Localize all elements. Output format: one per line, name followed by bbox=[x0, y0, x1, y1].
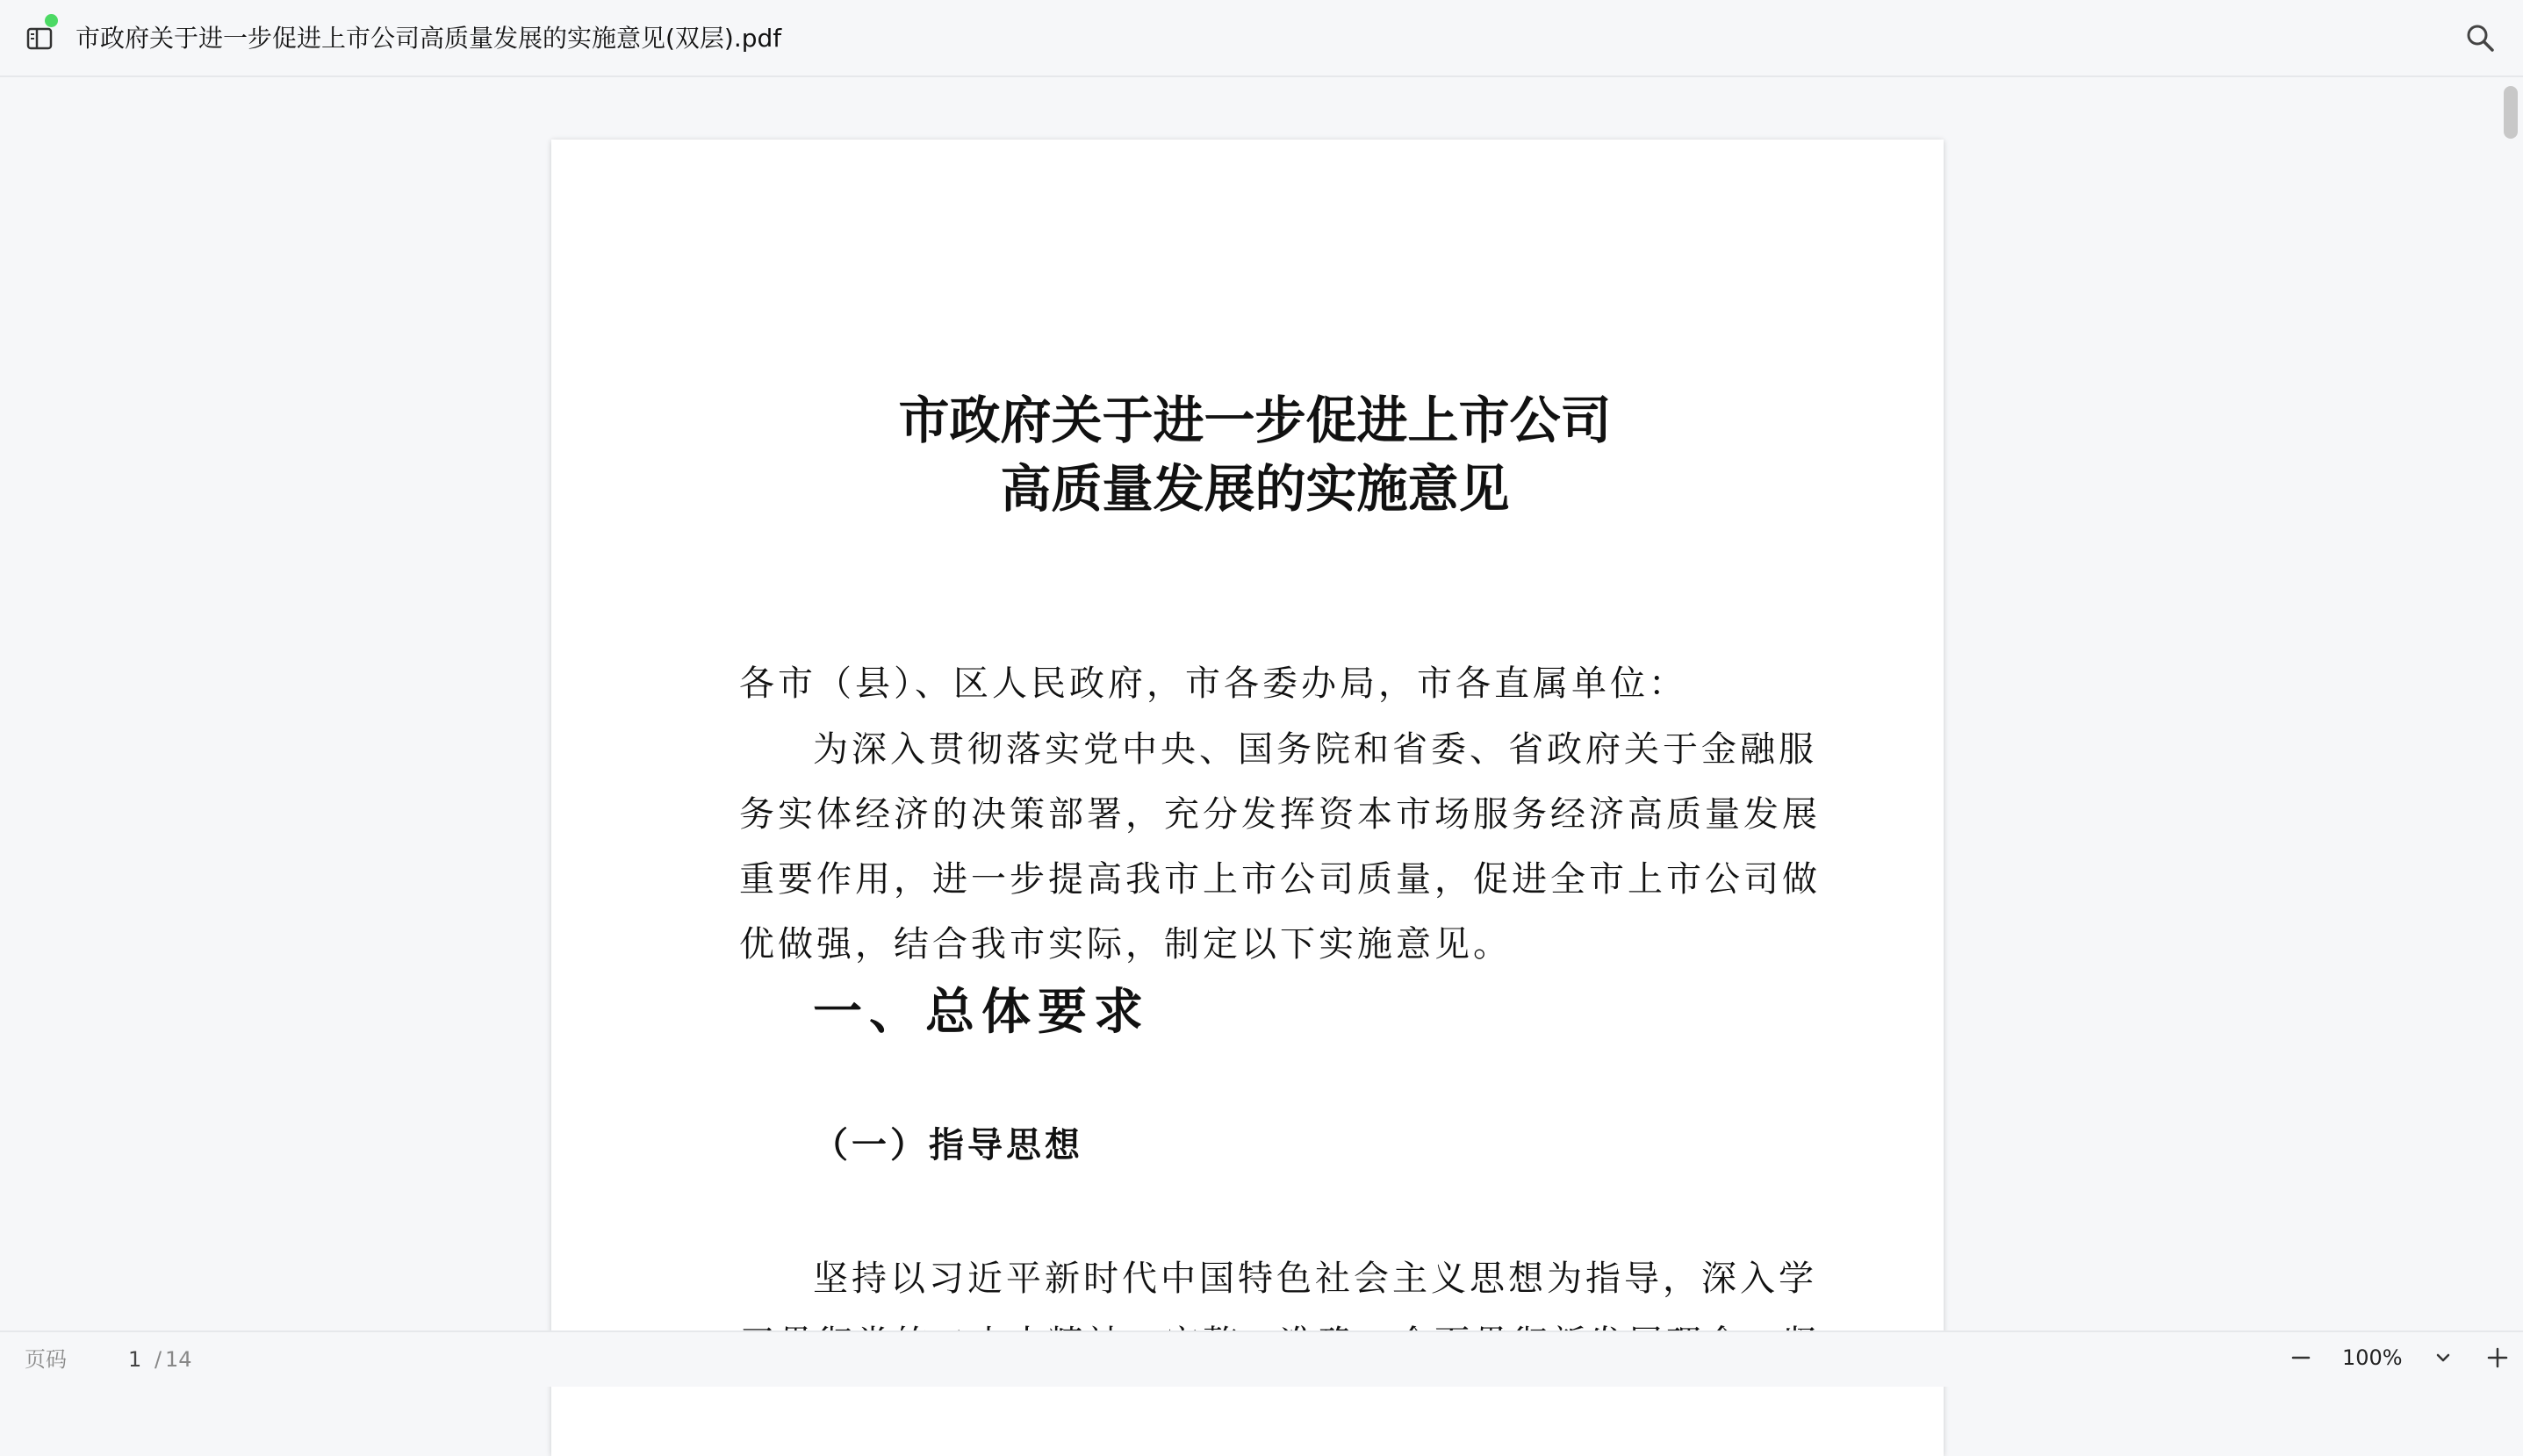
scrollbar-thumb[interactable] bbox=[2504, 86, 2518, 139]
sidebar-toggle-button[interactable] bbox=[25, 23, 56, 54]
document-title-line-1: 市政府关于进一步促进上市公司 bbox=[898, 391, 1612, 450]
top-toolbar bbox=[0, 0, 2523, 77]
intro-line: 优做强，结合我市实际，制定以下实施意见。 bbox=[739, 924, 1512, 965]
status-indicator-dot bbox=[45, 14, 58, 27]
bottom-status-bar bbox=[0, 1330, 2523, 1387]
intro-line: 重要作用，进一步提高我市上市公司质量，促进全市上市公司做 bbox=[739, 859, 1821, 900]
zoom-out-button[interactable] bbox=[2288, 1345, 2314, 1371]
total-pages: 14 bbox=[165, 1347, 192, 1372]
sidebar-toggle-icon bbox=[25, 23, 56, 54]
zoom-in-button[interactable] bbox=[2484, 1345, 2511, 1371]
pdf-page bbox=[551, 140, 1944, 1456]
minus-icon bbox=[2288, 1345, 2314, 1371]
document-file-title: 市政府关于进一步促进上市公司高质量发展的实施意见(双层).pdf bbox=[75, 24, 782, 53]
zoom-dropdown-button[interactable] bbox=[2432, 1346, 2455, 1369]
document-viewport[interactable] bbox=[0, 77, 2523, 1330]
page-number-label: 页码 bbox=[25, 1347, 67, 1372]
search-icon bbox=[2463, 21, 2498, 56]
body-line: 坚持以习近平新时代中国特色社会主义思想为指导，深入学 bbox=[813, 1259, 1817, 1299]
intro-line: 务实体经济的决策部署，充分发挥资本市场服务经济高质量发展 bbox=[739, 794, 1821, 835]
current-page-input[interactable]: 1 bbox=[128, 1347, 142, 1372]
vertical-scrollbar[interactable] bbox=[2498, 77, 2523, 1330]
search-button[interactable] bbox=[2463, 21, 2498, 56]
subsection-heading: （一）指导思想 bbox=[813, 1124, 1083, 1166]
section-heading: 一、总体要求 bbox=[813, 983, 1150, 1041]
zoom-level[interactable]: 100% bbox=[2342, 1345, 2403, 1370]
plus-icon bbox=[2484, 1345, 2511, 1371]
page-separator: / bbox=[155, 1347, 162, 1372]
document-title-line-2: 高质量发展的实施意见 bbox=[1000, 459, 1510, 519]
chevron-down-icon bbox=[2432, 1346, 2455, 1369]
salutation-line: 各市（县）、区人民政府，市各委办局，市各直属单位： bbox=[739, 663, 1687, 704]
intro-line: 为深入贯彻落实党中央、国务院和省委、省政府关于金融服 bbox=[813, 729, 1817, 770]
